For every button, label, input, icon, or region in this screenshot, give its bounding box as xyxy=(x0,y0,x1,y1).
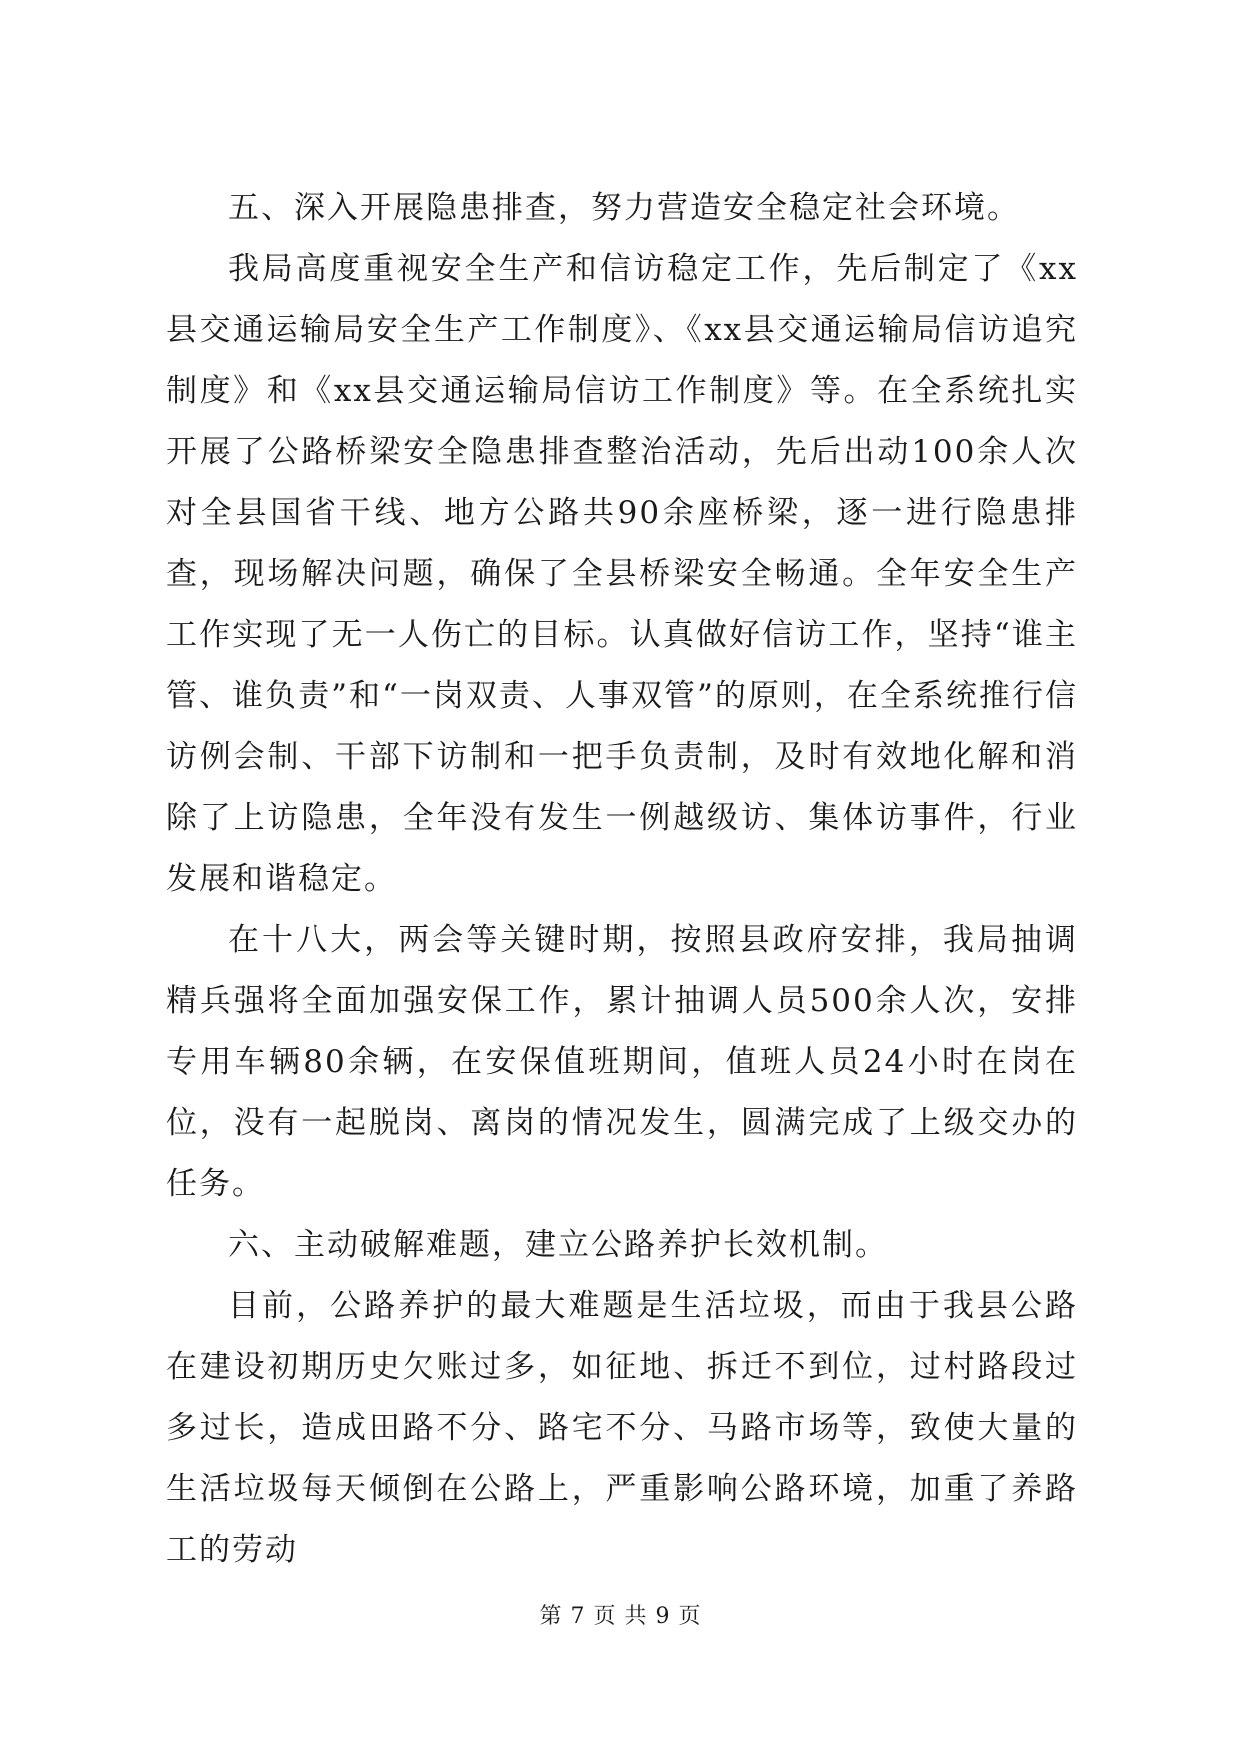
paragraph-road-maintenance: 目前，公路养护的最大难题是生活垃圾，而由于我县公路在建设初期历史欠账过多，如征地、拆迁不到位，过村路段过多过长，造成田路不分、路宅不分、马路市场等，致使大量的生活垃圾每天倾倒在公路上，严重影响公路环境，加重了养路工的劳动 xyxy=(166,1288,1078,1568)
paragraph-security-duty: 在十八大，两会等关键时期，按照县政府安排，我局抽调精兵强将全面加强安保工作，累计抽调人员500余人次，安排专用车辆80余辆，在安保值班期间，值班人员24小时在岗在位，没有一起脱岗、离岗的情况发生，圆满完成了上级交办的任务。 xyxy=(166,922,1078,1202)
section-heading-6: 六、主动破解难题，建立公路养护长效机制。 xyxy=(228,1227,888,1263)
page-number-footer: 第 7 页 共 9 页 xyxy=(539,1604,702,1629)
document-body xyxy=(166,178,1078,1581)
section-heading-5: 五、深入开展隐患排查，努力营造安全稳定社会环境。 xyxy=(228,190,1020,226)
paragraph-safety-petition: 我局高度重视安全生产和信访稳定工作，先后制定了《xx县交通运输局安全生产工作制度》、《xx县交通运输局信访追究制度》和《xx县交通运输局信访工作制度》等。在全系统扎实开展了公路桥梁安全隐患排查整治活动，先后出动100余人次对全县国省干线、地方公路共90余座桥梁，逐一进行隐患排查，现场解决问题，确保了全县桥梁安全畅通。全年安全生产工作实现了无一人伤亡的目标。认真做好信访工作，坚持“谁主管、谁负责”和“一岗双责、人事双管”的原则，在全系统推行信访例会制、干部下访制和一把手负责制，及时有效地化解和消除了上访隐患，全年没有发生一例越级访、集体访事件，行业发展和谐稳定。 xyxy=(166,251,1078,897)
